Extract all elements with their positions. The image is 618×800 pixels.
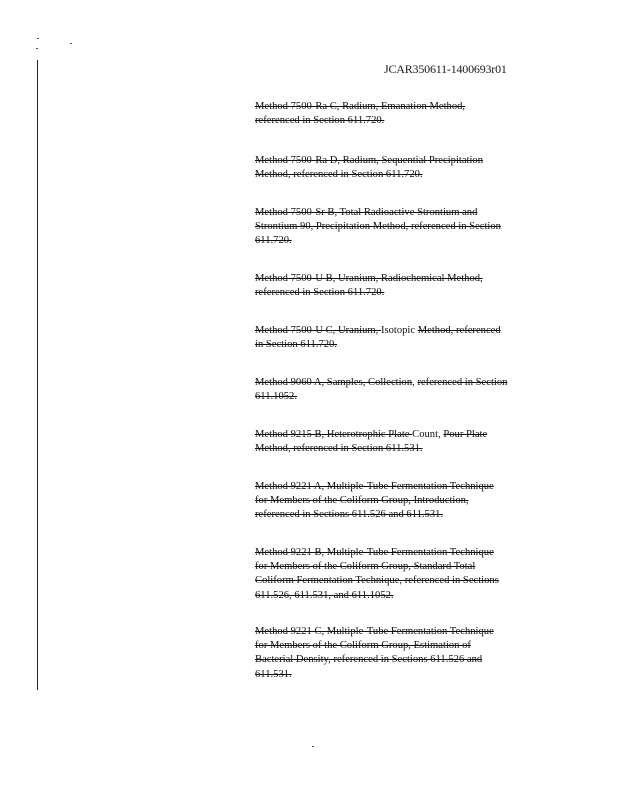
entry-line	[255, 560, 545, 574]
deleted-text: Strontium and	[417, 207, 478, 218]
method-entry	[255, 546, 545, 603]
scan-speck	[70, 43, 72, 44]
scan-speck	[312, 746, 314, 747]
deleted-text: Strontium 90, Precipitation Method, referenced in Section	[255, 221, 501, 233]
deleted-text: Method 7500-U B, Uranium, Radiochemical Method,	[255, 273, 483, 284]
deleted-text: for Members of the Coliform Group, Estimation of	[255, 640, 471, 652]
entry-line	[255, 154, 545, 168]
method-entry	[255, 376, 545, 404]
deleted-text: 611.720.	[255, 235, 292, 247]
entry-line	[255, 589, 545, 603]
deleted-text: Method 9060 A, Samples, Collection	[255, 377, 413, 388]
entry-line	[255, 442, 545, 456]
retained-text: Isotopic	[380, 325, 418, 336]
deleted-text: Method 7500-Sr B, Total Radioactive	[255, 207, 418, 218]
deleted-text: Method 7500-Ra D, Radium, Sequential Precipitation	[255, 155, 484, 166]
deleted-text: Method, referenced in Section 611.720.	[255, 169, 423, 181]
deleted-text: 611.526, 611.531, and 611.1052.	[255, 589, 394, 601]
deleted-text: referenced in Section 611.720.	[255, 115, 385, 127]
deleted-text: Coliform Fermentation Technique, referenced in Sections	[255, 575, 499, 587]
deleted-text: 611.531.	[255, 668, 292, 680]
method-entry	[255, 625, 545, 682]
document-id: JCAR350611-1400693r01	[384, 62, 507, 76]
deleted-text: in Section 611.720.	[255, 339, 337, 351]
deleted-text: referenced in Section	[417, 377, 508, 388]
method-entry	[255, 154, 545, 182]
deleted-text: Method 9215 B, Heterotrophic Plate	[255, 429, 413, 440]
deleted-text: Method 9221 C, Multiple-Tube Fermentation Technique	[255, 626, 494, 637]
entry-line	[255, 639, 545, 653]
deleted-text: Method 7500-Ra C, Radium, Emanation Method,	[255, 101, 466, 112]
method-entry	[255, 428, 545, 456]
entry-line	[255, 494, 545, 508]
deleted-text: for Members of the Coliform Group, Standard Total	[255, 561, 476, 573]
method-entry	[255, 480, 545, 523]
deleted-text: for Members of the Coliform Group, Introduction,	[255, 495, 469, 507]
deleted-text: Method 9221 A, Multiple-Tube Fermentation Technique	[255, 481, 494, 492]
deleted-text: Method, referenced	[417, 325, 501, 336]
entry-line	[255, 286, 545, 300]
deleted-text: Pour Plate	[443, 429, 488, 440]
entry-line	[255, 168, 545, 182]
method-entry	[255, 100, 545, 128]
deleted-text: referenced in Section 611.720.	[255, 287, 385, 299]
entry-line	[255, 668, 545, 682]
entry-line	[255, 234, 545, 248]
entry-line	[255, 338, 545, 352]
retained-text: ,	[412, 377, 418, 388]
entry-line	[255, 376, 545, 390]
method-entry	[255, 272, 545, 300]
entry-line	[255, 100, 545, 114]
deleted-text: 611.1052.	[255, 391, 297, 403]
method-entry	[255, 324, 545, 352]
retained-text: Count,	[412, 429, 444, 440]
entry-line	[255, 653, 545, 667]
entry-line	[255, 220, 545, 234]
entry-line	[255, 428, 545, 442]
entry-line	[255, 390, 545, 404]
entry-line	[255, 272, 545, 286]
entry-line	[255, 508, 545, 522]
entry-line	[255, 324, 545, 338]
deleted-text: Method 7500-U C, Uranium,	[255, 325, 381, 336]
entry-line	[255, 480, 545, 494]
entry-line	[255, 546, 545, 560]
revision-margin-bar	[37, 60, 38, 690]
entry-line	[255, 114, 545, 128]
deleted-text: Bacterial Density, referenced in Sections 611.526 and	[255, 654, 483, 666]
method-entry	[255, 206, 545, 249]
scan-speck	[37, 38, 39, 39]
scan-speck	[36, 48, 38, 49]
deleted-text: Method 9221 B, Multiple-Tube Fermentation Technique	[255, 547, 494, 558]
deleted-text: referenced in Sections 611.526 and 611.531.	[255, 509, 444, 521]
deleted-text: Method, referenced in Section 611.531.	[255, 443, 423, 455]
entry-line	[255, 206, 545, 220]
entry-line	[255, 625, 545, 639]
entry-line	[255, 574, 545, 588]
